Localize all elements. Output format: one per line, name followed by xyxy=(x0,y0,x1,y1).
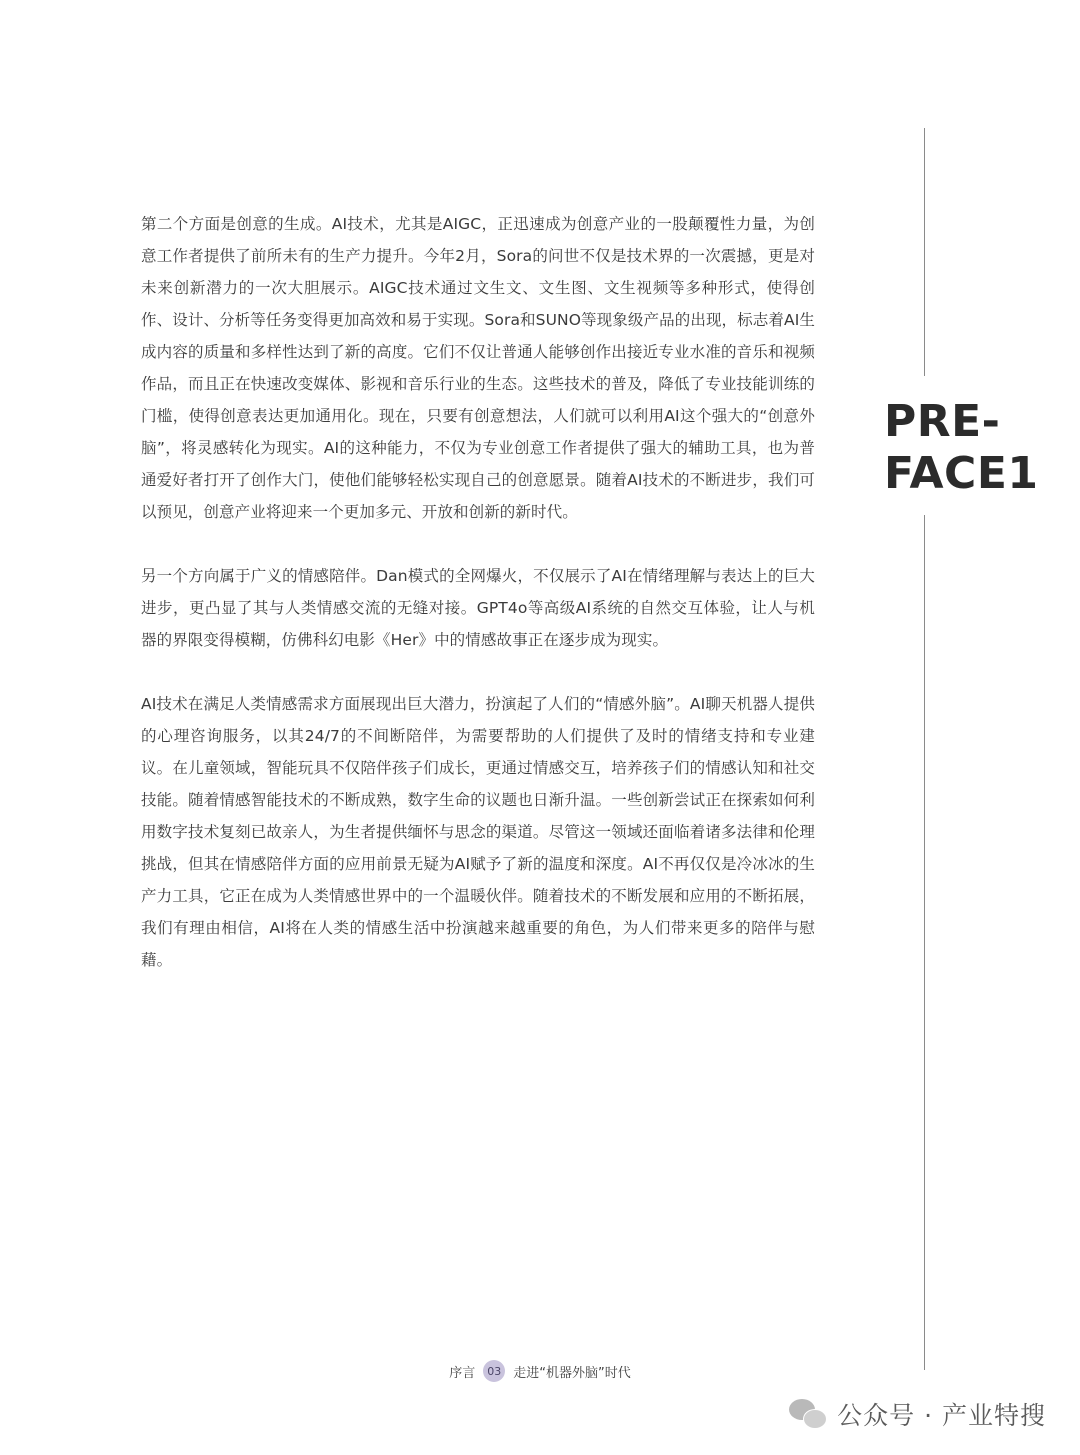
preface-title-line1: PRE- xyxy=(884,396,1001,447)
watermark-text: 公众号 · 产业特搜 xyxy=(837,1401,1046,1430)
preface-title xyxy=(884,396,1039,500)
paragraph-emotional-companionship: 另一个方向属于广义的情感陪伴。Dan模式的全网爆火，不仅展示了AI在情绪理解与表达上的巨大进步，更凸显了其与人类情感交流的无缝对接。GPT4o等高级AI系统的自然交互体验，让人与机器的界限变得模糊，仿佛科幻电影《Her》中的情感故事正在逐步成为现实。 xyxy=(141,567,815,649)
page-footer xyxy=(0,1360,1080,1382)
divider-line-bottom xyxy=(924,515,925,1370)
footer-section-label: 序言 xyxy=(449,1365,476,1381)
watermark xyxy=(789,1396,1046,1432)
footer-title: 走进“机器外脑”时代 xyxy=(513,1365,631,1381)
preface-title-line2: FACE1 xyxy=(884,448,1039,499)
paragraph-creative-generation: 第二个方面是创意的生成。AI技术，尤其是AIGC，正迅速成为创意产业的一股颠覆性力量，为创意工作者提供了前所未有的生产力提升。今年2月，Sora的问世不仅是技术界的一次震撼，更是对未来创新潜力的一次大胆展示。AIGC技术通过文生文、文生图、文生视频等多种形式，使得创作、设计、分析等任务变得更加高效和易于实现。Sora和SUNO等现象级产品的出现，标志着AI生成内容的质量和多样性达到了新的高度。它们不仅让普通人能够创作出接近专业水准的音乐和视频作品，而且正在快速改变媒体、影视和音乐行业的生态。这些技术的普及，降低了专业技能训练的门槛，使得创意表达更加通用化。现在，只要有创意想法，人们就可以利用AI这个强大的“创意外脑”，将灵感转化为现实。AI的这种能力，不仅为专业创意工作者提供了强大的辅助工具，也为普通爱好者打开了创作大门，使他们能够轻松实现自己的创意愿景。随着AI技术的不断进步，我们可以预见，创意产业将迎来一个更加多元、开放和创新的新时代。 xyxy=(141,215,815,521)
main-text xyxy=(141,208,815,1008)
paragraph-emotional-external-brain: AI技术在满足人类情感需求方面展现出巨大潜力，扮演起了人们的“情感外脑”。AI聊天机器人提供的心理咨询服务，以其24/7的不间断陪伴，为需要帮助的人们提供了及时的情绪支持和专业建议。在儿童领域，智能玩具不仅陪伴孩子们成长，更通过情感交互，培养孩子们的情感认知和社交技能。随着情感智能技术的不断成熟，数字生命的议题也日渐升温。一些创新尝试正在探索如何利用数字技术复刻已故亲人，为生者提供缅怀与思念的渠道。尽管这一领域还面临着诸多法律和伦理挑战，但其在情感陪伴方面的应用前景无疑为AI赋予了新的温度和深度。AI不再仅仅是冷冰冰的生产力工具，它正在成为人类情感世界中的一个温暖伙伴。随着技术的不断发展和应用的不断拓展，我们有理由相信，AI将在人类的情感生活中扮演越来越重要的角色，为人们带来更多的陪伴与慰藉。 xyxy=(141,695,815,969)
wechat-icon xyxy=(789,1399,827,1429)
divider-line-top xyxy=(924,128,925,376)
page-number-badge: 03 xyxy=(483,1360,505,1382)
